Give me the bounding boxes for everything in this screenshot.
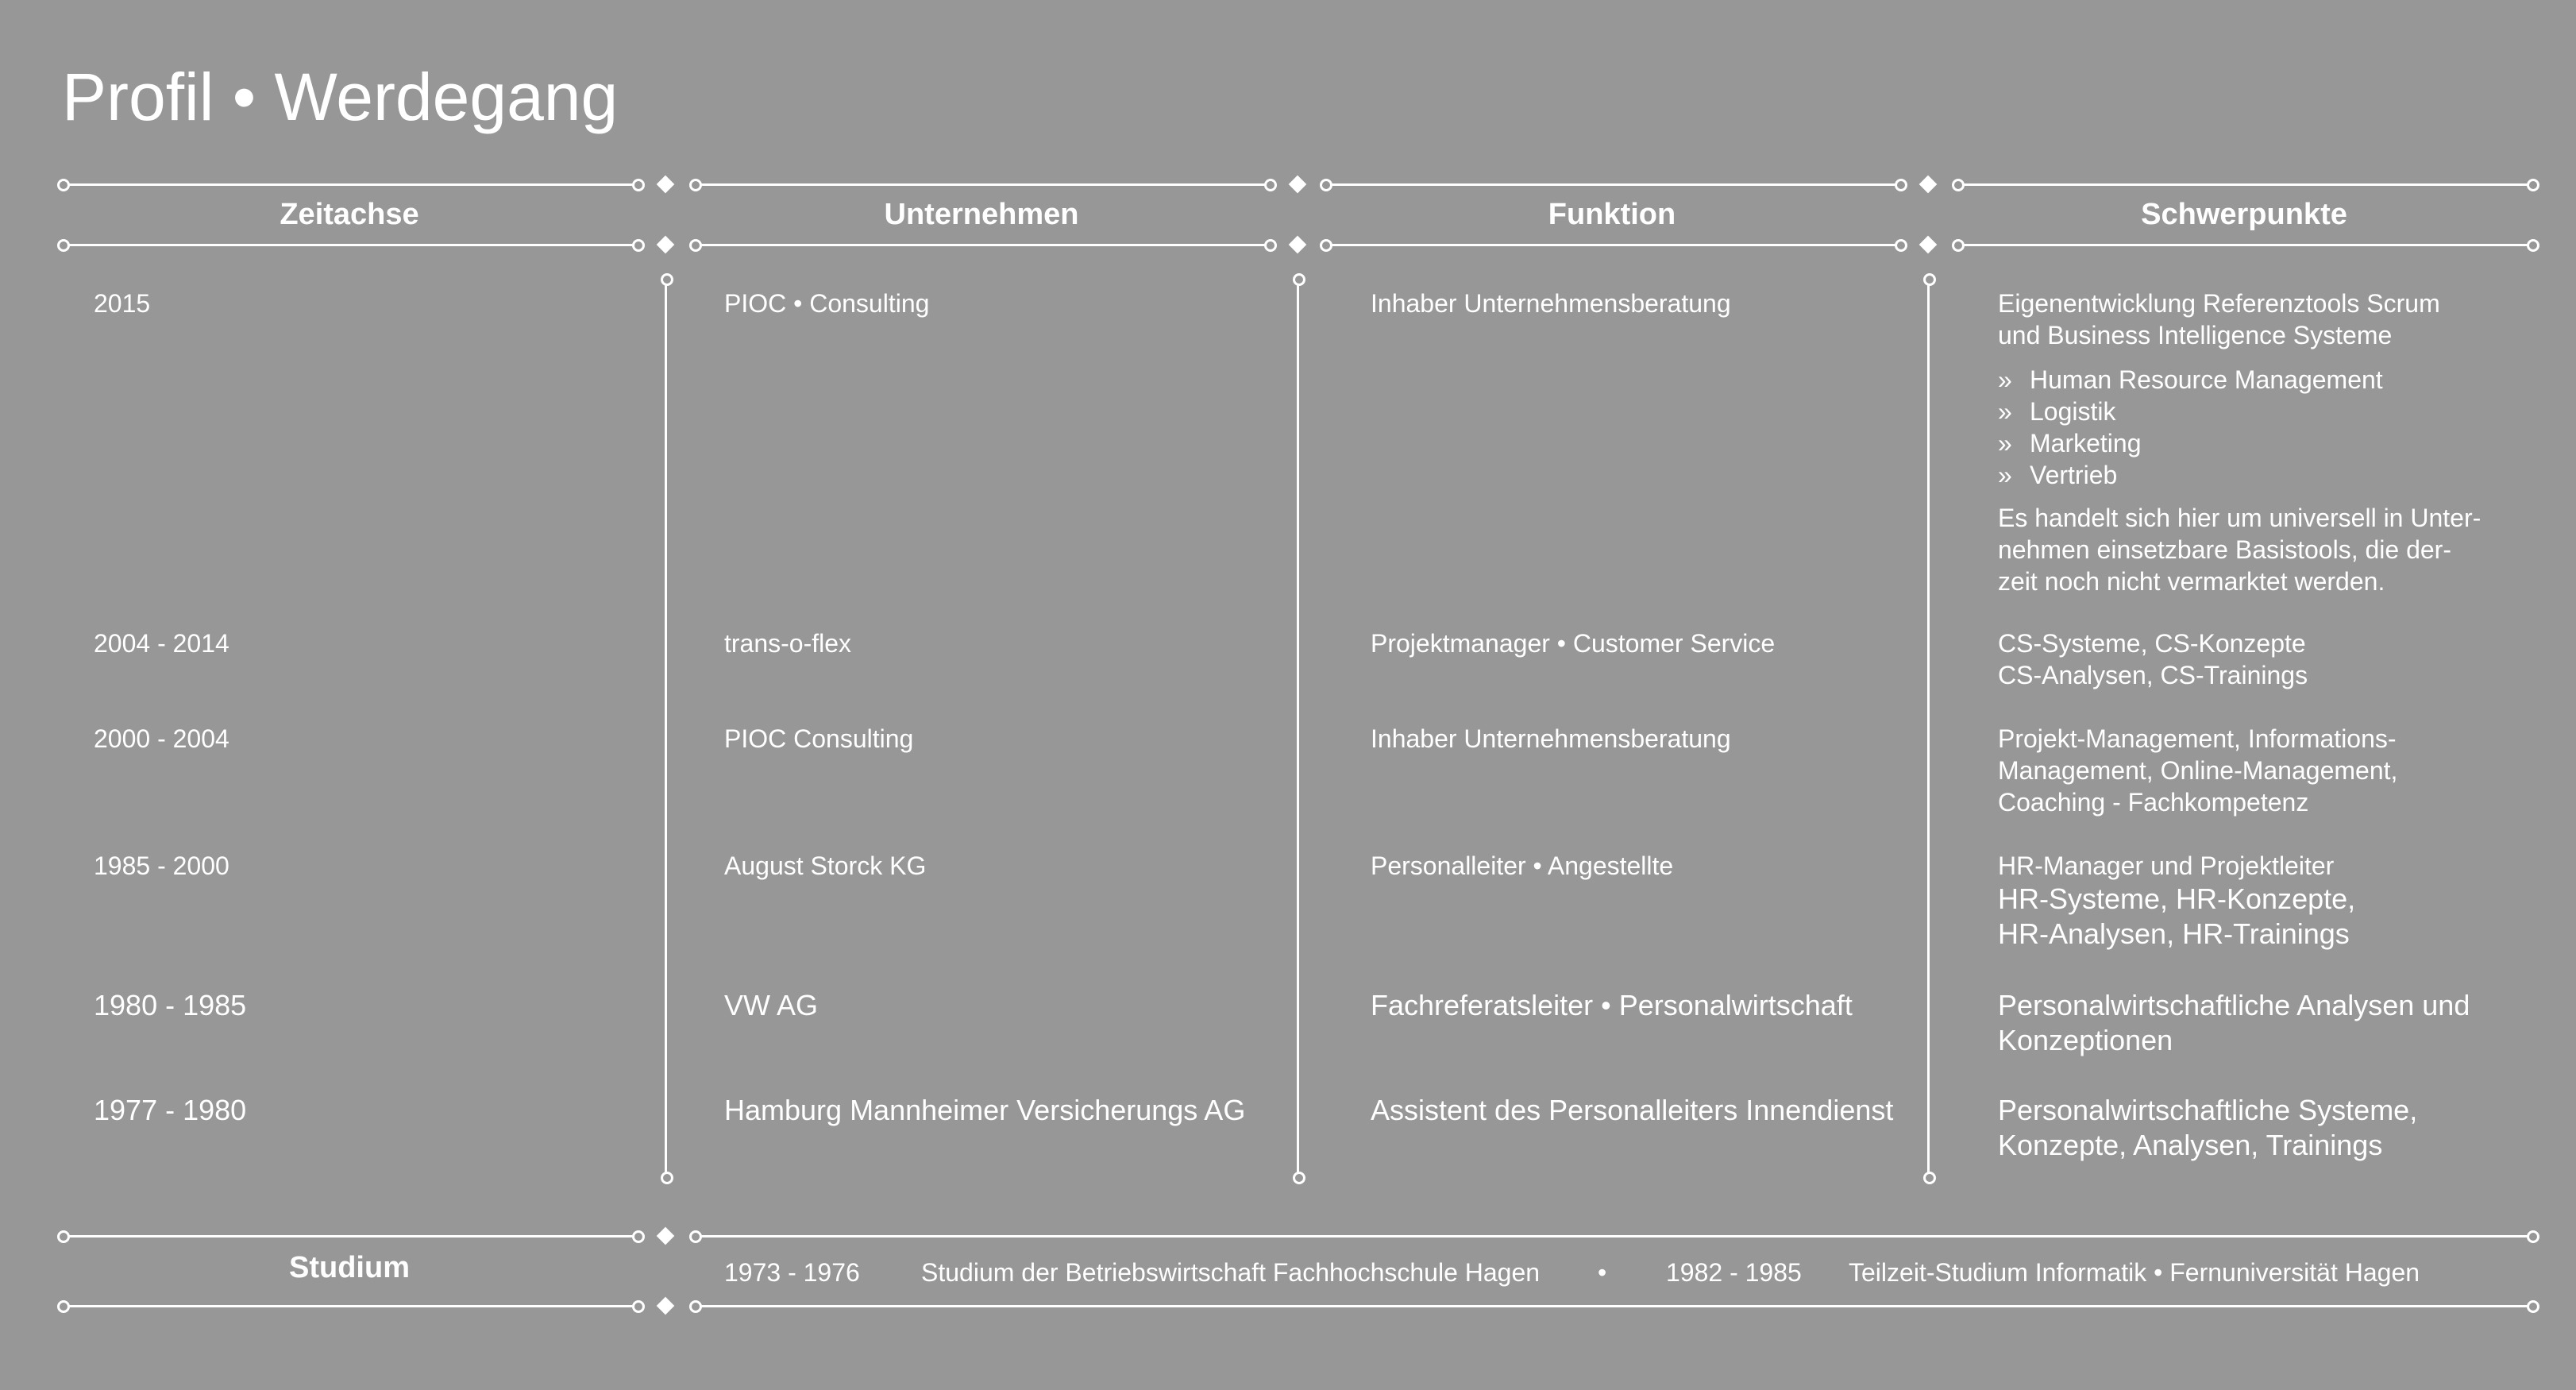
rule-end-dot: [1320, 239, 1332, 252]
rule-line: [696, 244, 1267, 246]
rule-end-dot: [57, 239, 70, 252]
studium-entry1-text: Studium der Betriebswirtschaft Fachhochschule Hagen: [921, 1258, 1541, 1287]
cell-funktion: Inhaber Unternehmensberatung: [1371, 289, 1731, 318]
list-item: » Marketing: [1998, 429, 2142, 458]
rule-end-dot: [689, 1300, 702, 1313]
cell-funktion: Inhaber Unternehmensberatung: [1371, 724, 1731, 753]
text-line: zeit noch nicht vermarktet werden.: [1998, 567, 2385, 596]
rule-end-dot: [632, 1230, 645, 1243]
text-line: HR-Analysen, HR-Trainings: [1998, 917, 2350, 950]
rule-end-dot: [689, 179, 702, 191]
rule-end-dot: [632, 179, 645, 191]
rule-end-dot: [689, 239, 702, 252]
rule-end-dot: [1895, 239, 1907, 252]
studium-label: Studium: [289, 1251, 410, 1284]
text-line: Projekt-Management, Informations-: [1998, 724, 2397, 753]
bullet-marker: »: [1998, 397, 2012, 426]
rule-end-dot: [1264, 239, 1277, 252]
cell-unternehmen: PIOC Consulting: [724, 724, 914, 753]
text-line: Eigenentwicklung Referenztools Scrum: [1998, 289, 2440, 318]
rule-line: [64, 244, 635, 246]
header-funktion: Funktion: [1548, 198, 1676, 231]
bullet-marker: »: [1998, 429, 2012, 458]
rule-line: [64, 1305, 635, 1307]
text-line: Konzepte, Analysen, Trainings: [1998, 1129, 2383, 1161]
list-item: » Human Resource Management: [1998, 365, 2383, 394]
cell-funktion: Personalleiter • Angestellte: [1371, 851, 1674, 880]
text-line: Personalwirtschaftliche Systeme,: [1998, 1094, 2418, 1126]
header-zeitachse: Zeitachse: [280, 198, 419, 231]
cell-zeit: 1985 - 2000: [94, 851, 229, 880]
rule-line: [1326, 244, 1898, 246]
rule-line: [696, 183, 1267, 186]
cell-zeit: 1977 - 1980: [94, 1094, 247, 1126]
header-unternehmen: Unternehmen: [884, 198, 1079, 231]
diamond-marker: [657, 1297, 675, 1315]
cell-schwerpunkte: [1998, 723, 2397, 818]
cell-unternehmen: August Storck KG: [724, 851, 927, 880]
divider-end-dot: [1293, 273, 1305, 286]
rule-end-dot: [2527, 179, 2539, 191]
rule-line: [1958, 183, 2530, 186]
cell-schwerpunkte: [1998, 288, 2440, 351]
rule-line: [1326, 183, 1898, 186]
cell-unternehmen: trans-o-flex: [724, 629, 852, 658]
diamond-marker: [657, 236, 675, 254]
rule-end-dot: [57, 1230, 70, 1243]
divider-end-dot: [1293, 1172, 1305, 1184]
rule-end-dot: [1320, 179, 1332, 191]
diamond-marker: [657, 1227, 675, 1245]
cell-funktion: Fachreferatsleiter • Personalwirtschaft: [1371, 989, 1853, 1021]
rule-end-dot: [2527, 239, 2539, 252]
cell-schwerpunkte: [1998, 850, 2355, 952]
rule-line: [1958, 244, 2530, 246]
list-item: » Vertrieb: [1998, 461, 2118, 489]
header-schwerpunkte: Schwerpunkte: [2141, 198, 2347, 231]
text-line: und Business Intelligence Systeme: [1998, 321, 2393, 349]
bullet-marker: »: [1998, 365, 2012, 394]
diamond-marker: [1289, 176, 1307, 194]
rule-end-dot: [1952, 239, 1965, 252]
studium-entry2-text: Teilzeit-Studium Informatik • Fernuniversität Hagen: [1849, 1258, 2420, 1287]
cell-zeit: 2000 - 2004: [94, 724, 229, 753]
rule-line: [696, 1235, 2530, 1237]
diamond-marker: [1289, 236, 1307, 254]
column-divider: [665, 280, 667, 1177]
text-line: HR-Manager und Projektleiter: [1998, 851, 2335, 880]
text-line: Management, Online-Management,: [1998, 756, 2398, 785]
rule-end-dot: [2527, 1300, 2539, 1313]
rule-end-dot: [632, 239, 645, 252]
rule-line: [64, 183, 635, 186]
studium-separator: •: [1598, 1258, 1607, 1287]
rule-end-dot: [632, 1300, 645, 1313]
text-line: Coaching - Fachkompetenz: [1998, 788, 2309, 817]
rule-end-dot: [57, 1300, 70, 1313]
text-line: Konzeptionen: [1998, 1024, 2173, 1056]
cell-unternehmen: Hamburg Mannheimer Versicherungs AG: [724, 1094, 1246, 1126]
divider-end-dot: [1923, 273, 1936, 286]
rule-end-dot: [57, 179, 70, 191]
cell-zeit: 2015: [94, 289, 151, 318]
text-line: Personalwirtschaftliche Analysen und: [1998, 989, 2470, 1021]
rule-end-dot: [1264, 179, 1277, 191]
cell-schwerpunkte: [1998, 627, 2308, 691]
list-item: » Logistik: [1998, 397, 2116, 426]
bullet-marker: »: [1998, 461, 2012, 489]
cell-funktion: Projektmanager • Customer Service: [1371, 629, 1776, 658]
diamond-marker: [1919, 236, 1938, 254]
column-divider: [1297, 280, 1299, 1177]
cell-unternehmen: VW AG: [724, 989, 819, 1021]
studium-entry1-years: 1973 - 1976: [724, 1258, 860, 1287]
text-line: CS-Analysen, CS-Trainings: [1998, 661, 2308, 689]
divider-end-dot: [1923, 1172, 1936, 1184]
bullet-list: [1998, 364, 2383, 491]
text-line: HR-Systeme, HR-Konzepte,: [1998, 882, 2356, 915]
text-line: nehmen einsetzbare Basistools, die der-: [1998, 535, 2451, 564]
rule-line: [64, 1235, 635, 1237]
cell-schwerpunkte: [1998, 1093, 2417, 1163]
text-line: CS-Systeme, CS-Konzepte: [1998, 629, 2306, 658]
divider-end-dot: [661, 1172, 673, 1184]
rule-end-dot: [1895, 179, 1907, 191]
cell-zeit: 1980 - 1985: [94, 989, 247, 1021]
rule-end-dot: [2527, 1230, 2539, 1243]
rule-line: [696, 1305, 2530, 1307]
diamond-marker: [1919, 176, 1938, 194]
diamond-marker: [657, 176, 675, 194]
studium-entry2-years: 1982 - 1985: [1666, 1258, 1802, 1287]
page-title: Profil • Werdegang: [62, 60, 619, 134]
cell-unternehmen: PIOC • Consulting: [724, 289, 930, 318]
cell-schwerpunkte: [1998, 988, 2470, 1058]
text-line: Es handelt sich hier um universell in Unter-: [1998, 504, 2482, 532]
column-divider: [1927, 280, 1930, 1177]
cell-note: [1998, 502, 2481, 597]
divider-end-dot: [661, 273, 673, 286]
cell-zeit: 2004 - 2014: [94, 629, 229, 658]
rule-end-dot: [689, 1230, 702, 1243]
rule-end-dot: [1952, 179, 1965, 191]
cell-funktion: Assistent des Personalleiters Innendienst: [1371, 1094, 1894, 1126]
